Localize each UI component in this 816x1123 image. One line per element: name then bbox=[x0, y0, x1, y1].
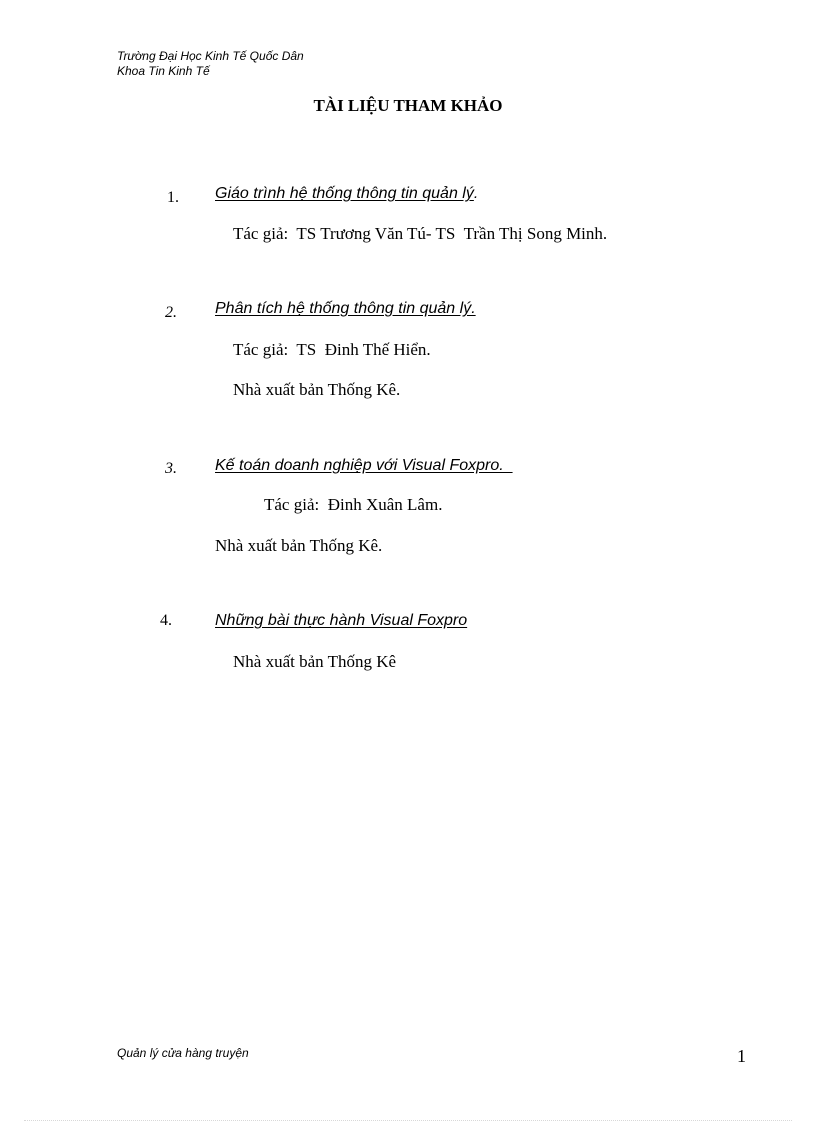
reference-title: Phân tích hệ thống thông tin quản lý. bbox=[215, 300, 476, 317]
header-university: Trường Đại Học Kinh Tế Quốc Dân bbox=[117, 49, 304, 63]
reference-title: Những bài thực hành Visual Foxpro bbox=[215, 612, 468, 629]
reference-author: Tác giả: TS Trương Văn Tú- TS Trần Thị Song Minh. bbox=[233, 224, 608, 243]
reference-publisher: Nhà xuất bản Thống Kê. bbox=[215, 536, 383, 555]
reference-number: 3. bbox=[165, 460, 177, 477]
reference-title-suffix: . bbox=[473, 185, 479, 202]
reference-title: Kế toán doanh nghiệp với Visual Foxpro. bbox=[215, 457, 513, 474]
reference-author: Tác giả: Đinh Xuân Lâm. bbox=[264, 495, 443, 514]
page-divider bbox=[24, 1120, 792, 1121]
reference-number: 4. bbox=[160, 612, 172, 629]
reference-author: Tác giả: TS Đinh Thế Hiển. bbox=[233, 340, 431, 359]
reference-publisher: Nhà xuất bản Thống Kê. bbox=[233, 380, 401, 399]
reference-number: 2. bbox=[165, 304, 177, 321]
reference-number: 1. bbox=[167, 189, 179, 206]
reference-title bbox=[215, 184, 478, 204]
footer-document-title: Quản lý cửa hàng truyện bbox=[117, 1046, 249, 1060]
reference-title-text: Giáo trình hệ thống thông tin quản lý bbox=[215, 185, 474, 202]
header-faculty: Khoa Tin Kinh Tế bbox=[117, 64, 210, 78]
page-number: 1 bbox=[737, 1046, 746, 1066]
reference-publisher: Nhà xuất bản Thống Kê bbox=[233, 652, 397, 671]
page-title: TÀI LIỆU THAM KHẢO bbox=[313, 96, 503, 115]
